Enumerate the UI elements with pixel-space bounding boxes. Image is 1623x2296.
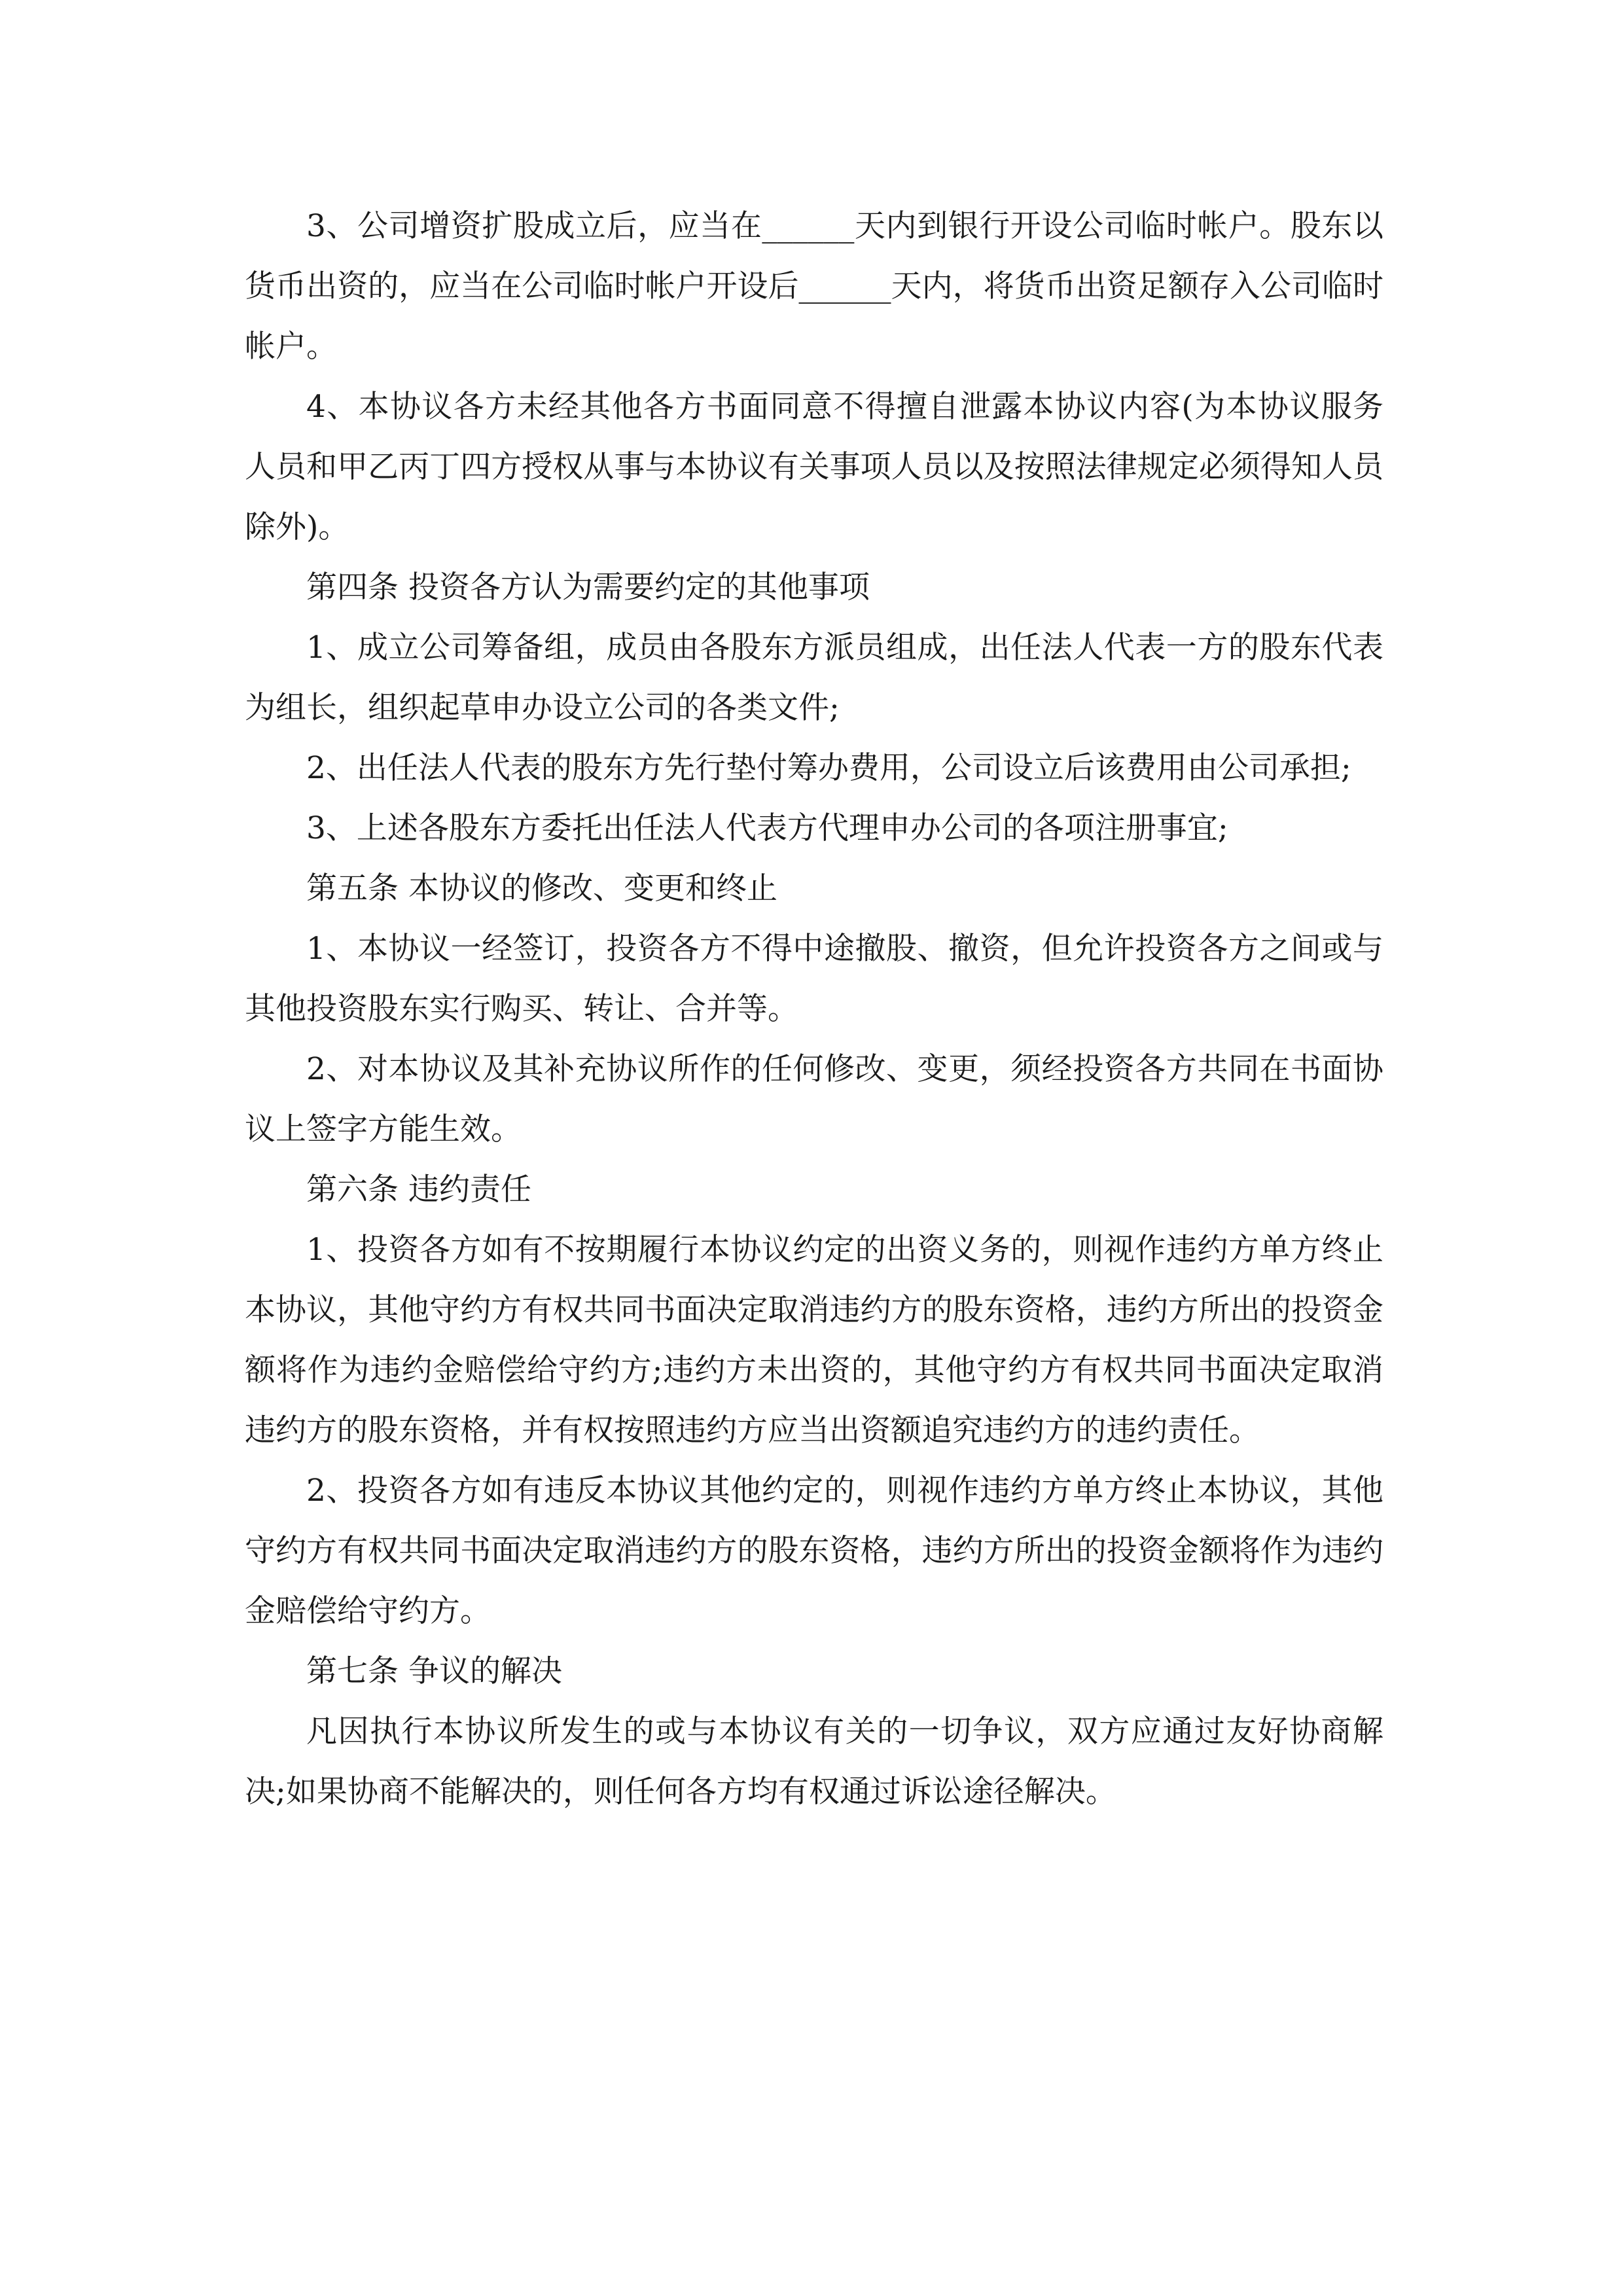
article-5-heading: 第五条 本协议的修改、变更和终止 <box>306 870 777 906</box>
article-5-item-1: 1、本协议一经签订，投资各方不得中途撤股、撤资，但允许投资各方之间或与其他投资股东实行购买、转让、合并等。 <box>245 931 1383 1027</box>
clause-3-paragraph: 3、公司增资扩股成立后，应当在______天内到银行开设公司临时帐户。股东以货币出资的，应当在公司临时帐户开设后______天内，将货币出资足额存入公司临时帐户。 <box>245 208 1383 365</box>
article-5-item-2: 2、对本协议及其补充协议所作的任何修改、变更，须经投资各方共同在书面协议上签字方能生效。 <box>245 1051 1383 1147</box>
article-7-body: 凡因执行本协议所发生的或与本协议有关的一切争议，双方应通过友好协商解决;如果协商不能解决的，则任何各方均有权通过诉讼途径解决。 <box>245 1713 1383 1810</box>
article-4-item-2: 2、出任法人代表的股东方先行垫付筹办费用，公司设立后该费用由公司承担; <box>306 750 1351 786</box>
article-6-item-1: 1、投资各方如有不按期履行本协议约定的出资义务的，则视作违约方单方终止本协议，其他守约方有权共同书面决定取消违约方的股东资格，违约方所出的投资金额将作为违约金赔偿给守约方;违约方未出资的，其他守约方有权共同书面决定取消违约方的股东资格，并有权按照违约方应当出资额追究违约方的违约责任。 <box>245 1232 1383 1448</box>
article-6-item-2: 2、投资各方如有违反本协议其他约定的，则视作违约方单方终止本协议，其他守约方有权共同书面决定取消违约方的股东资格，违约方所出的投资金额将作为违约金赔偿给守约方。 <box>245 1473 1383 1629</box>
article-6-heading: 第六条 违约责任 <box>306 1172 531 1208</box>
article-4-item-1: 1、成立公司筹备组，成员由各股东方派员组成，出任法人代表一方的股东代表为组长，组织起草申办设立公司的各类文件; <box>245 630 1383 726</box>
article-7-heading: 第七条 争议的解决 <box>306 1653 562 1689</box>
article-4-item-3: 3、上述各股东方委托出任法人代表方代理申办公司的各项注册事宜; <box>306 810 1228 846</box>
clause-4-paragraph: 4、本协议各方未经其他各方书面同意不得擅自泄露本协议内容(为本协议服务人员和甲乙丙丁四方授权从事与本协议有关事项人员以及按照法律规定必须得知人员除外)。 <box>245 389 1383 545</box>
article-4-heading: 第四条 投资各方认为需要约定的其他事项 <box>306 569 870 605</box>
document-body <box>245 196 1383 1822</box>
